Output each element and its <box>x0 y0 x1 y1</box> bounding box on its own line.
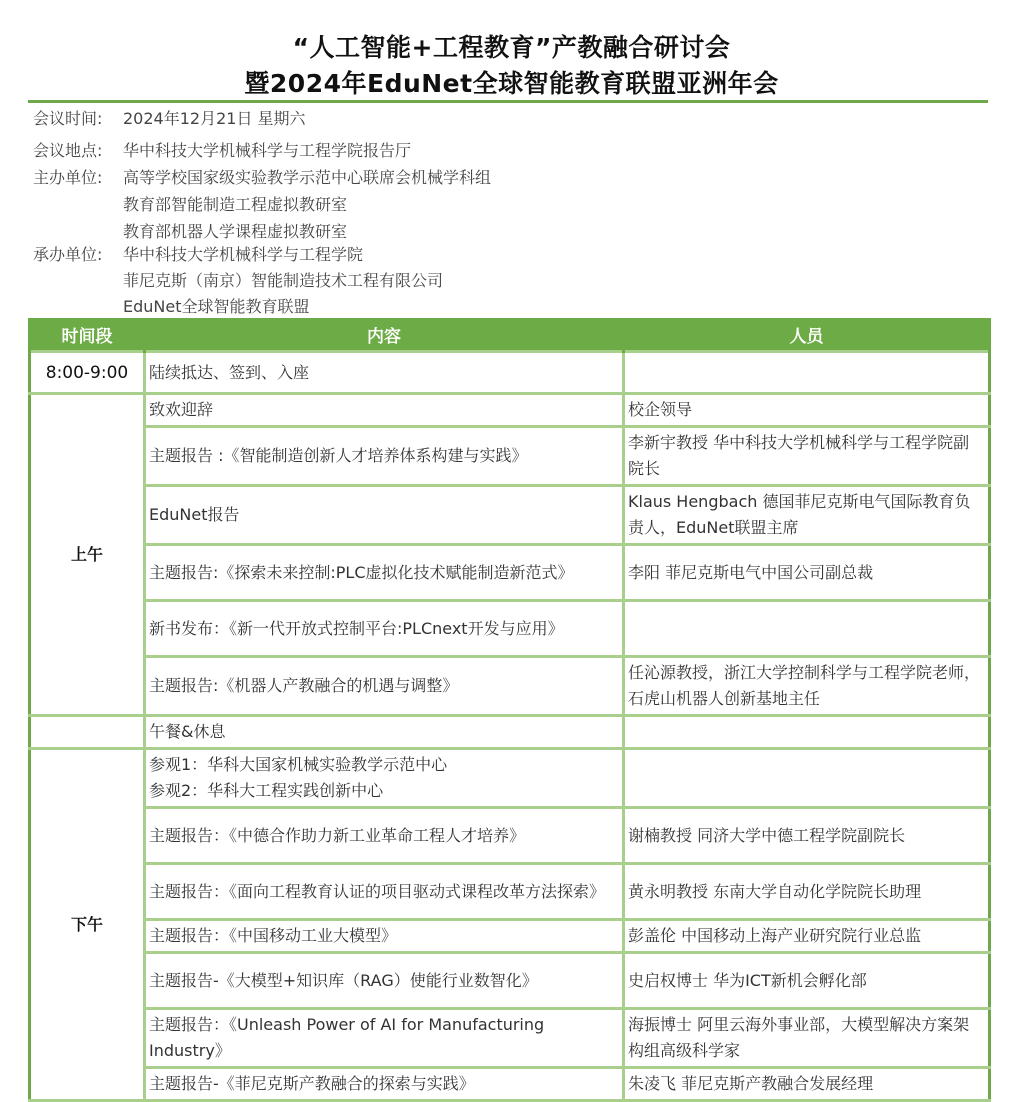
time-cell <box>30 716 145 749</box>
title-divider <box>28 100 988 103</box>
people-cell: 李新宇教授 华中科技大学机械科学与工程学院副院长 <box>624 427 990 486</box>
table-row <box>30 486 990 545</box>
people-cell <box>624 716 990 749</box>
table-row <box>30 427 990 486</box>
people-cell <box>624 601 990 657</box>
table-row <box>30 808 990 864</box>
organizers-label: 主办单位: <box>33 168 103 187</box>
people-cell: 朱凌飞 菲尼克斯产教融合发展经理 <box>624 1068 990 1101</box>
schedule-header-row <box>30 318 990 352</box>
people-cell <box>624 749 990 808</box>
organizer-item: 教育部智能制造工程虚拟教研室 <box>123 195 348 214</box>
column-header-time: 时间段 <box>30 318 145 352</box>
time-cell: 8:00-9:00 <box>30 352 145 394</box>
organizer-item: 教育部机器人学课程虚拟教研室 <box>123 222 348 241</box>
meeting-place-value: 华中科技大学机械科学与工程学院报告厅 <box>123 141 412 160</box>
content-cell: 主题报告：《中德合作助力新工业革命工程人才培养》 <box>145 808 624 864</box>
people-cell: 黄永明教授 东南大学自动化学院院长助理 <box>624 864 990 920</box>
schedule-table <box>28 318 991 1102</box>
content-cell: 主题报告：《面向工程教育认证的项目驱动式课程改革方法探索》 <box>145 864 624 920</box>
co-organizer-item: 菲尼克斯（南京）智能制造技术工程有限公司 <box>123 271 444 290</box>
content-cell: 陆续抵达、签到、入座 <box>145 352 624 394</box>
meeting-place-label: 会议地点: <box>33 141 103 160</box>
table-row <box>30 545 990 601</box>
people-cell: 海振博士 阿里云海外事业部，大模型解决方案架构组高级科学家 <box>624 1009 990 1068</box>
page-title-line1: “人工智能+工程教育”产教融合研讨会 <box>292 33 731 62</box>
table-row <box>30 657 990 716</box>
table-row <box>30 953 990 1009</box>
content-cell: 主题报告-《菲尼克斯产教融合的探索与实践》 <box>145 1068 624 1101</box>
people-cell: 李阳 菲尼克斯电气中国公司副总裁 <box>624 545 990 601</box>
content-cell: 致欢迎辞 <box>145 394 624 427</box>
meeting-time-value: 2024年12月21日 星期六 <box>123 109 306 128</box>
session-afternoon-cell: 下午 <box>30 749 145 1101</box>
co-organizer-item: EduNet全球智能教育联盟 <box>123 297 310 316</box>
page-title-line2: 暨2024年EduNet全球智能教育联盟亚洲年会 <box>244 69 779 98</box>
people-cell: 谢楠教授 同济大学中德工程学院副院长 <box>624 808 990 864</box>
table-row <box>30 352 990 394</box>
content-cell: EduNet报告 <box>145 486 624 545</box>
organizer-item: 高等学校国家级实验教学示范中心联席会机械学科组 <box>123 168 492 187</box>
content-cell: 主题报告:《机器人产教融合的机遇与调整》 <box>145 657 624 716</box>
co-organizer-item: 华中科技大学机械科学与工程学院 <box>123 245 364 264</box>
meeting-time <box>33 106 306 129</box>
session-morning-cell: 上午 <box>30 394 145 716</box>
meeting-time-label: 会议时间: <box>33 109 103 128</box>
table-row <box>30 1009 990 1068</box>
table-row <box>30 749 990 808</box>
column-header-people: 人员 <box>624 318 990 352</box>
table-row <box>30 920 990 953</box>
table-row <box>30 394 990 427</box>
table-row <box>30 716 990 749</box>
people-cell: 彭盖伦 中国移动上海产业研究院行业总监 <box>624 920 990 953</box>
table-row <box>30 601 990 657</box>
table-row <box>30 864 990 920</box>
content-cell: 午餐&休息 <box>145 716 624 749</box>
people-cell: 任沁源教授，浙江大学控制科学与工程学院老师，石虎山机器人创新基地主任 <box>624 657 990 716</box>
content-cell <box>145 749 624 808</box>
content-cell: 新书发布：《新一代开放式控制平台:PLCnext开发与应用》 <box>145 601 624 657</box>
visit-item: 参观2：华科大工程实践创新中心 <box>149 781 384 800</box>
people-cell: 校企领导 <box>624 394 990 427</box>
content-cell: 主题报告：《中国移动工业大模型》 <box>145 920 624 953</box>
meeting-place <box>33 138 411 161</box>
column-header-content: 内容 <box>145 318 624 352</box>
visit-item: 参观1：华科大国家机械实验教学示范中心 <box>149 755 448 774</box>
co-organizers <box>33 242 363 265</box>
co-organizers-label: 承办单位: <box>33 245 103 264</box>
content-cell: 主题报告：《Unleash Power of AI for Manufacturing Industry》 <box>145 1009 624 1068</box>
people-cell <box>624 352 990 394</box>
people-cell: Klaus Hengbach 德国菲尼克斯电气国际教育负责人，EduNet联盟主席 <box>624 486 990 545</box>
organizers <box>33 165 491 188</box>
content-cell: 主题报告:《探索未来控制:PLC虚拟化技术赋能制造新范式》 <box>145 545 624 601</box>
content-cell: 主题报告 :《智能制造创新人才培养体系构建与实践》 <box>145 427 624 486</box>
people-cell: 史启权博士 华为ICT新机会孵化部 <box>624 953 990 1009</box>
content-cell: 主题报告-《大模型+知识库（RAG）使能行业数智化》 <box>145 953 624 1009</box>
